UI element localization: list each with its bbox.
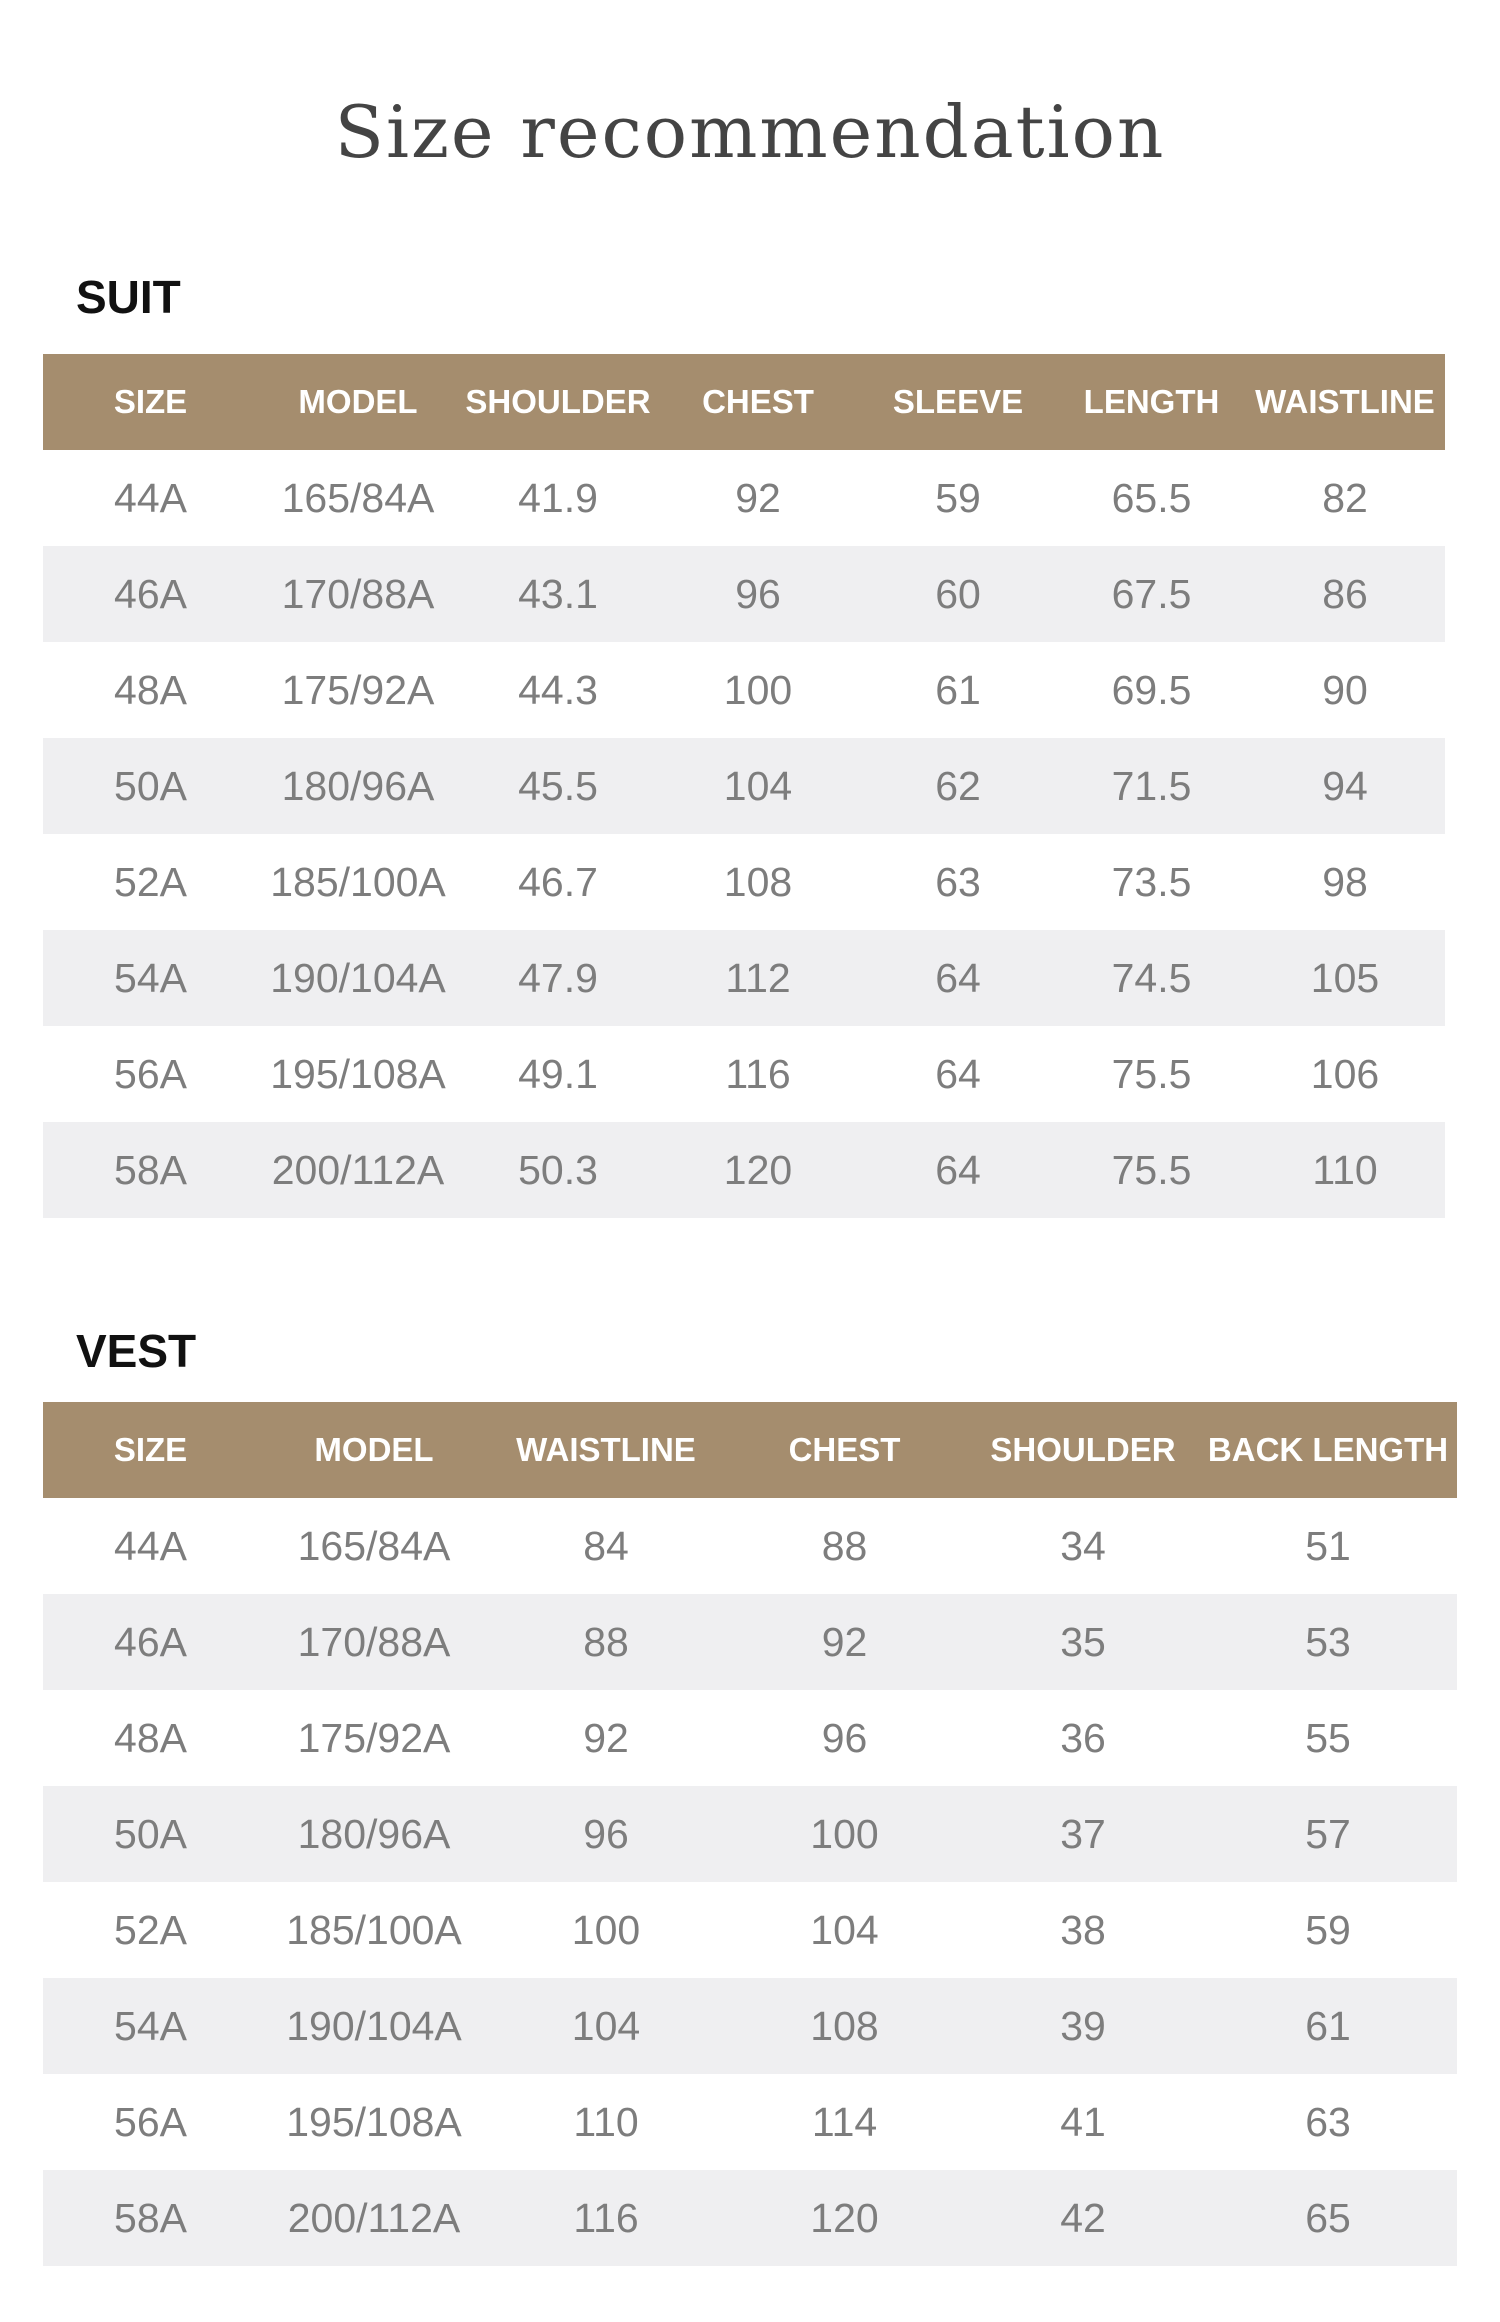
table-cell: 71.5 [1111, 762, 1192, 809]
table-cell: 112 [725, 954, 791, 1001]
table-cell: 65 [1305, 2194, 1351, 2241]
table-cell: 170/88A [297, 1618, 451, 1665]
table-cell: 57 [1305, 1810, 1351, 1857]
table-cell: 98 [1322, 858, 1368, 905]
table-cell: 104 [810, 1906, 879, 1953]
table-cell: 88 [583, 1618, 629, 1665]
suit-header-cell: SHOULDER [465, 383, 651, 420]
table-cell: 67.5 [1111, 570, 1192, 617]
table-cell: 37 [1060, 1810, 1106, 1857]
table-cell: 50A [114, 1810, 187, 1857]
table-row [43, 546, 1445, 642]
table-cell: 42 [1060, 2194, 1106, 2241]
table-row [43, 1594, 1457, 1690]
table-cell: 52A [114, 858, 187, 905]
vest-table-body [43, 1498, 1457, 2266]
suit-header-cell: CHEST [702, 383, 814, 420]
table-row [43, 738, 1445, 834]
table-cell: 44.3 [518, 666, 598, 713]
table-cell: 116 [573, 2194, 639, 2241]
table-cell: 195/108A [286, 2098, 462, 2145]
table-cell: 180/96A [297, 1810, 451, 1857]
table-cell: 54A [114, 2002, 187, 2049]
table-cell: 105 [1310, 954, 1380, 1001]
table-cell: 75.5 [1111, 1050, 1192, 1097]
table-cell: 59 [935, 474, 981, 521]
suit-header-cell: LENGTH [1083, 383, 1220, 420]
table-cell: 51 [1305, 1522, 1351, 1569]
table-cell: 75.5 [1111, 1146, 1192, 1193]
table-cell: 100 [571, 1906, 641, 1953]
table-cell: 116 [725, 1050, 791, 1097]
vest-section-title: VEST [76, 1325, 197, 1377]
table-cell: 41 [1060, 2098, 1106, 2145]
table-cell: 61 [1305, 2002, 1351, 2049]
table-cell: 50A [114, 762, 187, 809]
table-cell: 190/104A [270, 954, 446, 1001]
table-cell: 96 [583, 1810, 629, 1857]
table-row [43, 642, 1445, 738]
table-cell: 92 [583, 1714, 629, 1761]
table-row [43, 450, 1445, 546]
table-cell: 47.9 [518, 954, 598, 1001]
table-cell: 64 [935, 1146, 981, 1193]
table-cell: 185/100A [286, 1906, 462, 1953]
table-cell: 108 [723, 858, 793, 905]
table-cell: 45.5 [518, 762, 598, 809]
suit-header-cell: WAISTLINE [1255, 383, 1435, 420]
table-row [43, 1026, 1445, 1122]
table-cell: 82 [1322, 474, 1368, 521]
table-cell: 44A [114, 474, 187, 521]
table-cell: 92 [735, 474, 781, 521]
table-cell: 63 [1305, 2098, 1351, 2145]
table-cell: 165/84A [297, 1522, 451, 1569]
table-cell: 63 [935, 858, 981, 905]
table-row [43, 834, 1445, 930]
table-cell: 48A [114, 666, 187, 713]
table-cell: 46.7 [518, 858, 598, 905]
table-cell: 52A [114, 1906, 187, 1953]
table-cell: 43.1 [518, 570, 598, 617]
table-cell: 73.5 [1111, 858, 1192, 905]
table-cell: 74.5 [1111, 954, 1192, 1001]
table-cell: 50.3 [518, 1146, 598, 1193]
table-cell: 61 [935, 666, 981, 713]
table-row [43, 1122, 1445, 1218]
table-row [43, 930, 1445, 1026]
vest-header-cell: WAISTLINE [516, 1431, 696, 1468]
table-cell: 60 [935, 570, 981, 617]
table-row [43, 2170, 1457, 2266]
table-cell: 100 [810, 1810, 879, 1857]
table-cell: 110 [1312, 1146, 1378, 1193]
table-cell: 39 [1060, 2002, 1106, 2049]
table-cell: 48A [114, 1714, 187, 1761]
table-row [43, 1786, 1457, 1882]
vest-size-table [43, 1402, 1457, 2266]
table-cell: 108 [810, 2002, 879, 2049]
table-cell: 190/104A [286, 2002, 462, 2049]
table-cell: 46A [114, 1618, 187, 1665]
table-cell: 49.1 [518, 1050, 598, 1097]
table-cell: 64 [935, 954, 981, 1001]
table-cell: 106 [1310, 1050, 1380, 1097]
table-cell: 56A [114, 1050, 187, 1097]
table-cell: 175/92A [297, 1714, 451, 1761]
table-cell: 104 [723, 762, 793, 809]
vest-header-cell: SIZE [113, 1431, 188, 1468]
table-cell: 54A [114, 954, 187, 1001]
table-cell: 200/112A [287, 2194, 461, 2241]
page-title: Size recommendation [334, 90, 1166, 174]
table-row [43, 1978, 1457, 2074]
table-cell: 94 [1322, 762, 1368, 809]
table-row [43, 2074, 1457, 2170]
table-cell: 170/88A [281, 570, 435, 617]
suit-section-title: SUIT [76, 271, 181, 323]
vest-header-cell: SHOULDER [990, 1431, 1176, 1468]
vest-header-cell: MODEL [314, 1431, 434, 1468]
table-cell: 62 [935, 762, 981, 809]
table-cell: 38 [1060, 1906, 1106, 1953]
table-cell: 36 [1060, 1714, 1106, 1761]
suit-size-table [43, 354, 1445, 1218]
table-cell: 46A [114, 570, 187, 617]
table-cell: 180/96A [281, 762, 435, 809]
suit-header-row [43, 354, 1445, 450]
table-cell: 69.5 [1111, 666, 1192, 713]
table-row [43, 1690, 1457, 1786]
vest-header-cell: BACK LENGTH [1207, 1431, 1449, 1468]
table-cell: 175/92A [281, 666, 435, 713]
table-cell: 200/112A [271, 1146, 445, 1193]
table-cell: 90 [1322, 666, 1368, 713]
table-cell: 55 [1305, 1714, 1351, 1761]
table-cell: 58A [114, 2194, 187, 2241]
table-cell: 58A [114, 1146, 187, 1193]
table-cell: 100 [723, 666, 793, 713]
table-cell: 64 [935, 1050, 981, 1097]
table-cell: 65.5 [1111, 474, 1192, 521]
table-cell: 120 [723, 1146, 793, 1193]
table-cell: 165/84A [281, 474, 435, 521]
table-cell: 34 [1060, 1522, 1106, 1569]
table-cell: 56A [114, 2098, 187, 2145]
table-cell: 120 [810, 2194, 879, 2241]
table-cell: 84 [583, 1522, 629, 1569]
table-cell: 88 [821, 1522, 868, 1569]
table-cell: 185/100A [270, 858, 446, 905]
table-cell: 35 [1060, 1618, 1106, 1665]
table-cell: 59 [1305, 1906, 1351, 1953]
table-cell: 53 [1305, 1618, 1351, 1665]
table-cell: 92 [821, 1618, 868, 1665]
suit-table-body [43, 450, 1445, 1218]
suit-header-cell: SIZE [113, 383, 188, 420]
table-cell: 86 [1322, 570, 1368, 617]
suit-header-cell: MODEL [298, 383, 418, 420]
table-row [43, 1498, 1457, 1594]
table-cell: 96 [735, 570, 781, 617]
table-cell: 195/108A [270, 1050, 446, 1097]
table-cell: 96 [821, 1714, 868, 1761]
table-cell: 41.9 [518, 474, 598, 521]
suit-header-cell: SLEEVE [892, 383, 1024, 420]
table-cell: 114 [811, 2098, 878, 2145]
table-cell: 44A [114, 1522, 187, 1569]
table-cell: 104 [571, 2002, 641, 2049]
table-cell: 110 [573, 2098, 639, 2145]
table-row [43, 1882, 1457, 1978]
vest-header-cell: CHEST [788, 1431, 901, 1468]
vest-header-row [43, 1402, 1457, 1498]
